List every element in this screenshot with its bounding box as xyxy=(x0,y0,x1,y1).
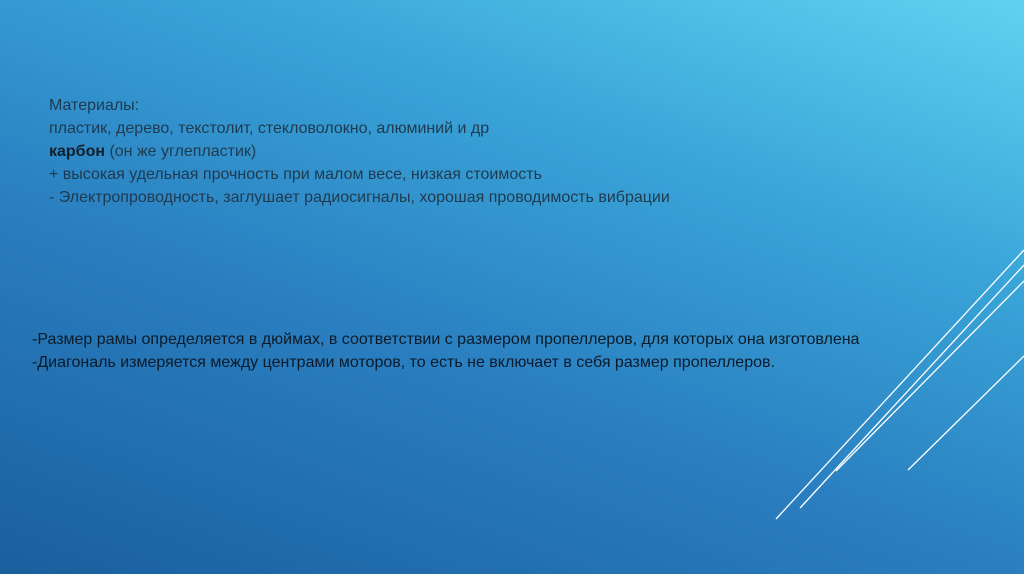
carbon-bold-label: карбон xyxy=(49,143,105,160)
decor-line-3 xyxy=(836,281,1024,471)
decor-line-1 xyxy=(776,250,1024,519)
diagonal-paragraph: -Диагональ измеряется между центрами моторов, то есть не включает в себя размер пропеллеров. xyxy=(32,354,775,371)
carbon-cons: - Электропроводность, заглушает радиосигналы, хорошая проводимость вибрации xyxy=(49,189,670,206)
materials-text-block xyxy=(49,94,949,209)
decor-line-2 xyxy=(800,265,1024,508)
carbon-pros: + высокая удельная прочность при малом весе, низкая стоимость xyxy=(49,166,542,183)
materials-list: пластик, дерево, текстолит, стекловолокно, алюминий и др xyxy=(49,120,490,137)
frame-size-text-block xyxy=(32,328,1007,374)
carbon-line xyxy=(49,140,949,163)
carbon-description: (он же углепластик) xyxy=(105,143,257,160)
frame-size-paragraph: -Размер рамы определяется в дюймах, в соответствии с размером пропеллеров, для которых она изготовлена xyxy=(32,331,860,348)
materials-heading: Материалы: xyxy=(49,97,140,114)
